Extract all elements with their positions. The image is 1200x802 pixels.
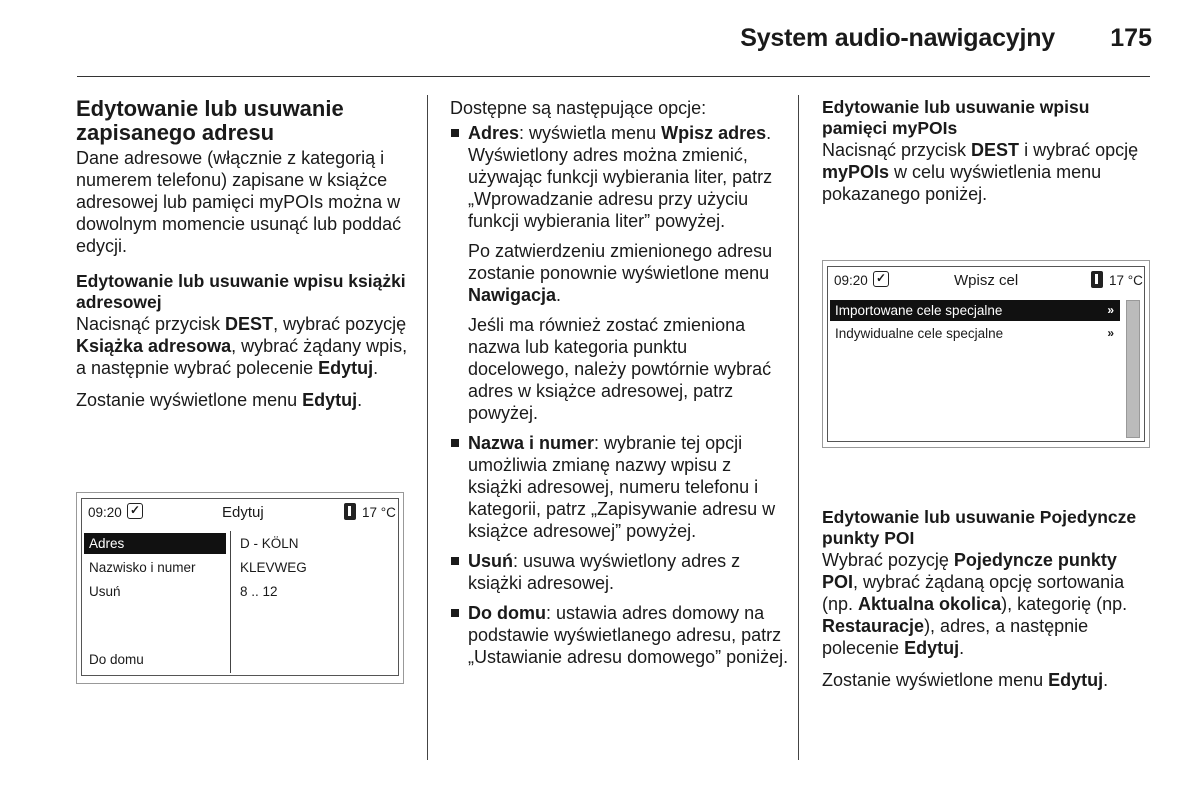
menu-item-imported-pois[interactable]: Importowane cele specjalne »	[830, 300, 1120, 321]
value-number: 8 .. 12	[240, 584, 278, 599]
option-address-note-1: Po zatwierdzeniu zmienionego adresu zostanie ponownie wyświetlone menu Nawigacja.	[468, 241, 773, 305]
value-street: KLEVWEG	[240, 560, 307, 575]
subheading-mypois: Edytowanie lub usuwanie wpisu pamięci myPOIs	[822, 97, 1090, 138]
column-2	[450, 97, 790, 678]
temperature: 17 °C	[362, 505, 396, 520]
header-divider	[77, 76, 1150, 77]
mypois-paragraph: Nacisnąć przycisk DEST i wybrać opcję myPOIs w celu wyświetlenia menu pokazanego poniżej.	[822, 140, 1139, 204]
subheading-single-pois: Edytowanie lub usuwanie Pojedyncze punkty POI	[822, 507, 1137, 548]
intro-paragraph: Dane adresowe (włącznie z kategorią i numerem telefonu) zapisane w książce adresowej lub pamięci myPOIs można w dowolnym momencie usunąć lub poddać edycji.	[76, 148, 402, 256]
check-icon: ✓	[873, 271, 889, 287]
menu-item-home[interactable]: Do domu	[89, 652, 144, 667]
clock: 09:20	[834, 273, 868, 288]
column-1	[76, 97, 416, 421]
screen-status-bar	[82, 499, 398, 525]
thermometer-icon	[1091, 271, 1103, 288]
screen-divider	[230, 531, 231, 673]
option-address-note-2: Jeśli ma również zostać zmieniona nazwa lub kategoria punktu docelowego, należy powtórnie wybrać adres w książce adresowej, patrz powyżej.	[468, 315, 772, 423]
page-header-title: System audio-nawigacyjny	[740, 24, 1055, 52]
column-3	[822, 97, 1152, 215]
screen-mypois-display	[827, 266, 1145, 442]
section-heading-edit-address: Edytowanie lub usuwanie zapisanego adresu	[76, 96, 344, 145]
menu-item-address[interactable]: Adres	[84, 533, 226, 554]
option-name-number: Nazwa i numer: wybranie tej opcji umożliwia zmianę nazwy wpisu z książki adresowej, numeru telefonu i kategorii, patrz „Zapisywanie adresu w książce adresowej” powyżej.	[450, 432, 790, 542]
subheading-address-book: Edytowanie lub usuwanie wpisu książki adresowej	[76, 271, 406, 312]
option-home: Do domu: ustawia adres domowy na podstawie wyświetlanego adresu, patrz „Ustawianie adresu domowego” poniżej.	[450, 602, 790, 668]
screen-title: Wpisz cel	[954, 272, 1019, 289]
column-divider-2	[798, 95, 799, 760]
column-divider-1	[427, 95, 428, 760]
screen-edit-menu	[76, 492, 404, 684]
menu-item-delete[interactable]: Usuń	[89, 584, 121, 599]
screen-title: Edytuj	[222, 504, 264, 521]
menu-item-name-number[interactable]: Nazwisko i numer	[89, 560, 196, 575]
address-book-paragraph: Nacisnąć przycisk DEST, wybrać pozycję Książka adresowa, wybrać żądany wpis, a następnie wybrać polecenie Edytuj.	[76, 314, 408, 378]
clock: 09:20	[88, 505, 122, 520]
screen-mypois-menu	[822, 260, 1150, 448]
screen-status-bar	[828, 267, 1144, 293]
options-intro: Dostępne są następujące opcje:	[450, 98, 707, 118]
column-3-lower	[822, 507, 1152, 701]
thermometer-icon	[344, 503, 356, 520]
chevron-right-icon: »	[1107, 303, 1114, 317]
temperature: 17 °C	[1109, 273, 1143, 288]
single-pois-paragraph: Wybrać pozycję Pojedyncze punkty POI, wybrać żądaną opcję sortowania (np. Aktualna okolica), kategorię (np. Restauracje), adres, a następnie polecenie Edytuj.	[822, 550, 1128, 658]
menu-item-individual-pois[interactable]: Indywidualne cele specjalne »	[830, 323, 1120, 344]
scrollbar[interactable]	[1126, 300, 1140, 438]
option-delete: Usuń: usuwa wyświetlony adres z książki adresowej.	[450, 550, 790, 594]
check-icon: ✓	[127, 503, 143, 519]
value-city: D - KÖLN	[240, 536, 299, 551]
option-address: Adres: wyświetla menu Wpisz adres. Wyświetlony adres można zmienić, używając funkcji wybierania liter, patrz „Wprowadzanie adresu przy użyciu funkcji wybierania liter” powyżej.	[450, 122, 790, 232]
page-number: 175	[1110, 24, 1152, 52]
menu-shown-paragraph: Zostanie wyświetlone menu Edytuj.	[822, 670, 1109, 690]
screen-edit-display	[81, 498, 399, 676]
chevron-right-icon: »	[1107, 326, 1114, 340]
menu-shown-paragraph: Zostanie wyświetlone menu Edytuj.	[76, 390, 363, 410]
